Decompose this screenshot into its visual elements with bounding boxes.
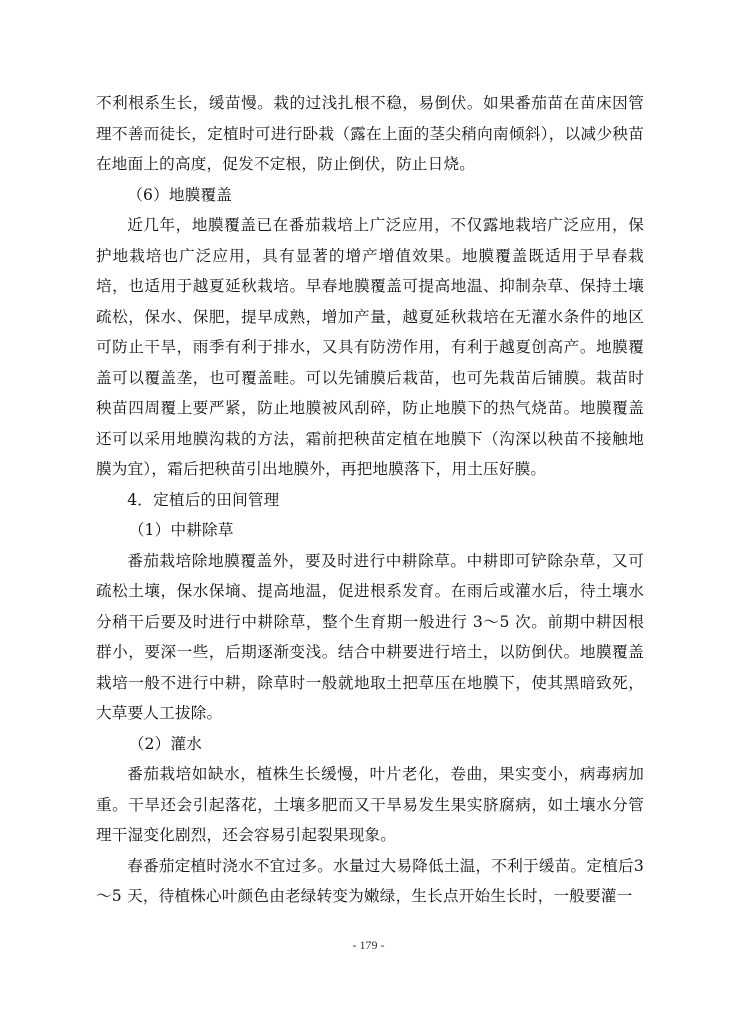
section-heading-weeding: （1）中耕除草 bbox=[128, 521, 234, 539]
paragraph-irrigation: 番茄栽培如缺水，植株生长缓慢，叶片老化，卷曲，果实变小，病毒病加重。干旱还会引起落花，土壤多肥而又干旱易发生果实脐腐病，如土壤水分管理干湿变化剧烈，还会容易引起裂果现象。 bbox=[96, 765, 644, 844]
paragraph-spring-tomato: 春番茄定植时浇水不宜过多。水量过大易降低土温，不利于缓苗。定植后3～5 天，待植株心叶颜色由老绿转变为嫩绿，生长点开始生长时，一般要灌一 bbox=[96, 856, 644, 905]
page-number: - 179 - bbox=[352, 938, 385, 952]
paragraph-continued: 不利根系生长，缓苗慢。栽的过浅扎根不稳，易倒伏。如果番茄苗在苗床因管理不善而徒长，定植时可进行卧栽（露在上面的茎尖稍向南倾斜），以减少秧苗在地面上的高度，促发不定根，防止倒伏，防止日烧。 bbox=[96, 94, 644, 173]
paragraph-weeding: 番茄栽培除地膜覆盖外，要及时进行中耕除草。中耕即可铲除杂草，又可疏松土壤，保水保墒、提高地温，促进根系发育。在雨后或灌水后，待土壤水分稍干后要及时进行中耕除草，整个生育期一般进行 3～5 次。前期中耕因根群小，要深一些，后期逐渐变浅。结合中耕要进行培土，以防倒伏。地膜覆盖栽培一般不进行中耕，除草时一般就地取土把草压在地膜下，使其黑暗致死，大草要人工拔除。 bbox=[96, 551, 644, 722]
page-body bbox=[96, 88, 644, 912]
section-heading-field-management: 4．定植后的田间管理 bbox=[127, 490, 280, 509]
section-heading-mulch: （6）地膜覆盖 bbox=[127, 185, 233, 204]
section-heading-irrigation: （2）灌水 bbox=[128, 734, 203, 753]
paragraph-mulch: 近几年，地膜覆盖已在番茄栽培上广泛应用，不仅露地栽培广泛应用，保护地栽培也广泛应用，具有显著的增产增值效果。地膜覆盖既适用于早春栽培，也适用于越夏延秋栽培。早春地膜覆盖可提高地温、抑制杂草、保持土壤疏松，保水、保肥，提早成熟，增加产量，越夏延秋栽培在无灌水条件的地区可防止干旱，雨季有利于排水，又具有防涝作用，有利于越夏创高产。地膜覆盖可以覆盖垄，也可覆盖畦。可以先铺膜后栽苗，也可先栽苗后铺膜。栽苗时秧苗四周覆上要严紧，防止地膜被风刮碎，防止地膜下的热气烧苗。地膜覆盖还可以采用地膜沟栽的方法，霜前把秧苗定植在地膜下（沟深以秧苗不接触地膜为宜），霜后把秧苗引出地膜外，再把地膜落下，用土压好膜。 bbox=[96, 216, 644, 478]
